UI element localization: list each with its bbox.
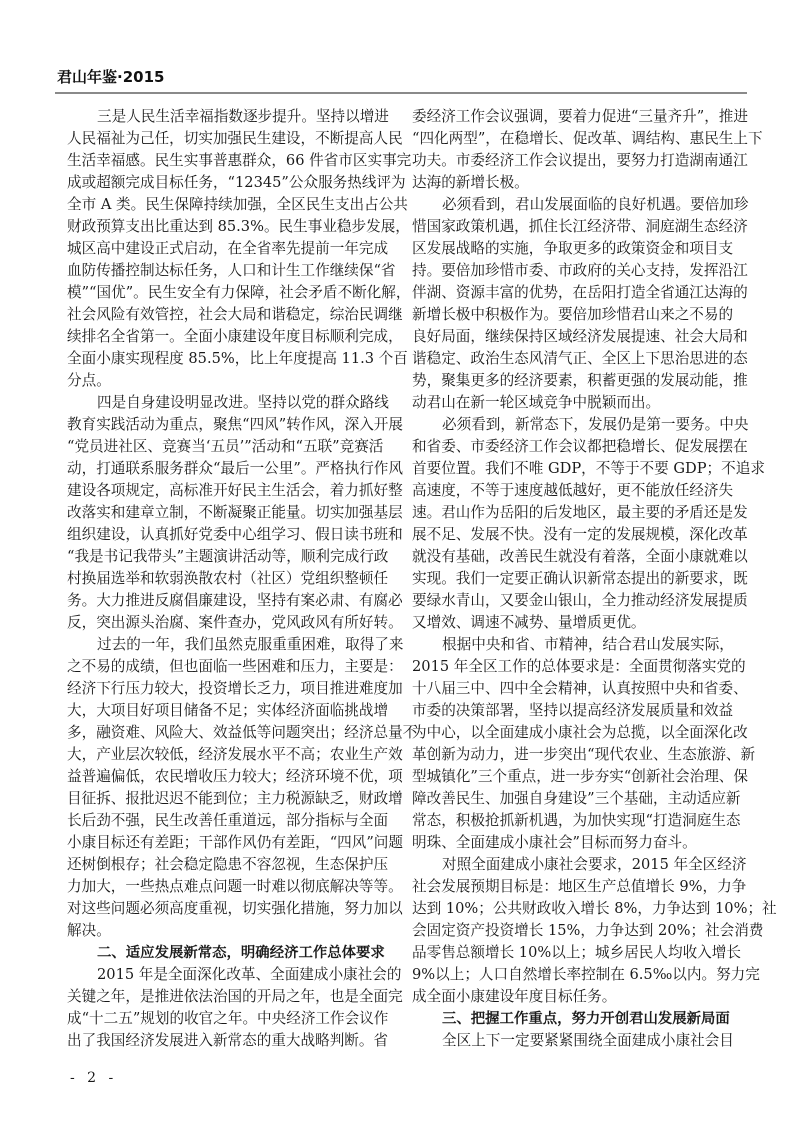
text-line: 展不足、发展不快。没有一定的发展规模，深化改革 — [412, 526, 748, 543]
text-line: 城区高中建设正式启动，在全省率先提前一年完成 — [67, 240, 389, 257]
running-header: 君山年鉴·2015 — [57, 68, 165, 86]
text-line: 2015 年是全面深化改革、全面建成小康社会的 — [97, 966, 402, 983]
text-line: 必须看到，君山发展面临的良好机遇。要倍加珍 — [442, 196, 749, 213]
text-line: 势，聚集更多的经济要素，积蓄更强的发展动能，推 — [412, 372, 748, 389]
paragraph — [67, 106, 412, 392]
text-line: 村换届选举和软弱涣散农村（社区）党组织整顿任 — [67, 570, 389, 587]
text-line: 必须看到，新常态下，发展仍是第一要务。中央 — [442, 416, 749, 433]
text-line: 关键之年，是推进依法治国的开局之年，也是全面完 — [67, 988, 403, 1005]
paragraph — [67, 634, 418, 942]
text-line: “党员进社区、竞赛当‘五员’”活动和“五联”竞赛活 — [67, 438, 384, 455]
text-line: 2015 年全区工作的总体要求是：全面贯彻落实党的 — [412, 658, 746, 675]
text-line: 功夫。市委经济工作会议提出，要努力打造湖南通江 — [412, 152, 748, 169]
text-line: 要绿水青山，又要金山银山，全力推动经济发展提质 — [412, 592, 748, 609]
text-line: 9%以上；人口自然增长率控制在 6.5‰以内。努力完 — [412, 966, 760, 983]
text-line: 达海的新增长极。 — [412, 174, 529, 191]
text-line: 动，打通联系服务群众“最后一公里”。严格执行作风 — [67, 460, 403, 477]
text-line: 成全面小康建设年度目标任务。 — [412, 988, 617, 1005]
text-line: 血防传播控制达标任务，人口和计生工作继续保“省 — [67, 262, 396, 279]
text-line: 大，产业层次较低，经济发展水平不高；农业生产效 — [67, 746, 403, 763]
left-column — [67, 106, 418, 1052]
text-line: 成或超额完成目标任务，“12345”公众服务热线评为 — [67, 174, 406, 191]
text-line: 建设各项规定，高标准开好民主生活会，着力抓好整 — [67, 482, 403, 499]
text-line: 首要位置。我们不唯 GDP，不等于不要 GDP；不追求 — [412, 460, 765, 477]
text-line: 会固定资产投资增长 15%，力争达到 20%；社会消费 — [412, 922, 764, 939]
paragraph — [412, 1030, 734, 1052]
paragraph — [412, 194, 749, 414]
paragraph — [67, 392, 403, 634]
text-line: 之不易的成绩，但也面临一些困难和压力，主要是： — [67, 658, 403, 675]
header-rule — [55, 92, 747, 94]
text-line: 高速度，不等于速度越低越好，更不能放任经济失 — [412, 482, 734, 499]
text-line: 益普遍偏低，农民增收压力较大；经济环境不优，项 — [67, 768, 403, 785]
text-line: 改落实和建章立制，不断凝聚正能量。切实加强基层 — [67, 504, 403, 521]
text-line: 良好局面，继续保持区域经济发展提速、社会大局和 — [412, 328, 748, 345]
text-line: 还树倒根存；社会稳定隐患不容忽视，生态保护压 — [67, 856, 389, 873]
text-line: 组织建设，认真抓好党委中心组学习、假日读书班和 — [67, 526, 403, 543]
text-line: 型城镇化”三个重点，进一步夯实“创新社会治理、保 — [412, 768, 748, 785]
paragraph — [412, 854, 777, 1008]
text-line: “我是书记我带头”主题演讲活动等，顺利完成行政 — [67, 548, 389, 565]
text-line: 新增长极中积极作为。要倍加珍惜君山来之不易的 — [412, 306, 734, 323]
text-line: 长后劲不强，民生改善任重道远，部分指标与全面 — [67, 812, 389, 829]
text-line: 根据中央和省、市精神，结合君山发展实际， — [442, 636, 734, 653]
text-line: 解决。 — [67, 922, 111, 939]
text-line: 对这些问题必须高度重视，切实强化措施，努力加以 — [67, 900, 403, 917]
text-line: 明珠、全面建成小康社会”目标而努力奋斗。 — [412, 834, 697, 851]
text-line: 就没有基础，改善民生就没有着落，全面小康就难以 — [412, 548, 748, 565]
text-line: 速。君山作为岳阳的后发地区，最主要的矛盾还是发 — [412, 504, 748, 521]
text-line: 经济下行压力较大，投资增长乏力，项目推进难度加 — [67, 680, 403, 697]
text-line: 生活幸福感。民生实事普惠群众，66 件省市区实事完 — [67, 152, 412, 169]
text-line: 反，突出源头治腐、案件查办，党风政风有所好转。 — [67, 614, 403, 631]
text-line: 全面小康实现程度 85.5%，比上年度提高 11.3 个百 — [67, 350, 408, 367]
heading-text: 二、适应发展新常态，明确经济工作总体要求 — [97, 945, 385, 961]
text-line: 续排名全省第一。全面小康建设年度目标顺利完成， — [67, 328, 403, 345]
text-line: “四化两型”，在稳增长、促改革、调结构、惠民生上下 — [412, 130, 763, 147]
text-line: 伴湖、资源丰富的优势，在岳阳打造全省通江达海的 — [412, 284, 748, 301]
text-line: 出了我国经济发展进入新常态的重大战略判断。省 — [67, 1032, 389, 1049]
text-line: 常态，积极抢抓新机遇，为加快实现“打造洞庭生态 — [412, 812, 741, 829]
text-line: 分点。 — [67, 372, 111, 389]
text-line: 社会风险有效管控，社会大局和谐稳定，综治民调继 — [67, 306, 403, 323]
text-line: 力加大，一些热点难点问题一时难以彻底解决等等。 — [67, 878, 403, 895]
text-line: 小康目标还有差距；干部作风仍有差距，“四风”问题 — [67, 834, 403, 851]
text-line: 过去的一年，我们虽然克服重重困难，取得了来 — [97, 636, 404, 653]
paragraph — [67, 964, 403, 1052]
section-heading — [67, 942, 383, 964]
text-line: 对照全面建成小康社会要求，2015 年全区经济 — [442, 856, 747, 873]
text-line: 为中心，以全面建成小康社会为总揽，以全面深化改 — [412, 724, 748, 741]
text-line: 多，融资难、风险大、效益低等问题突出；经济总量不 — [67, 724, 418, 741]
text-line: 大，大项目好项目储备不足；实体经济面临挑战增 — [67, 702, 389, 719]
text-line: 品零售总额增长 10%以上；城乡居民人均收入增长 — [412, 944, 741, 961]
text-line: 十八届三中、四中全会精神，认真按照中央和省委、 — [412, 680, 748, 697]
text-line: 模”“国优”。民生安全有力保障，社会矛盾不断化解， — [67, 284, 411, 301]
text-line: 务。大力推进反腐倡廉建设，坚持有案必肃、有腐必 — [67, 592, 403, 609]
text-line: 教育实践活动为重点，聚焦“四风”转作风，深入开展 — [67, 416, 403, 433]
text-line: 惜国家政策机遇，抓住长江经济带、洞庭湖生态经济 — [412, 218, 748, 235]
text-line: 成“十二五”规划的收官之年。中央经济工作会议作 — [67, 1010, 389, 1027]
text-line: 四是自身建设明显改进。坚持以党的群众路线 — [97, 394, 389, 411]
paragraph — [412, 634, 756, 854]
text-line: 三是人民生活幸福指数逐步提升。坚持以增进 — [97, 108, 389, 125]
text-line: 财政预算支出比重达到 85.3%。民生事业稳步发展， — [67, 218, 410, 235]
paragraph — [412, 414, 765, 634]
text-line: 革创新为动力，进一步突出“现代农业、生态旅游、新 — [412, 746, 756, 763]
text-line: 实现。我们一定要正确认识新常态提出的新要求，既 — [412, 570, 748, 587]
heading-text: 三、把握工作重点，努力开创君山发展新局面 — [442, 1011, 730, 1027]
text-line: 市委的决策部署，坚持以提高经济发展质量和效益 — [412, 702, 734, 719]
text-line: 全市 A 类。民生保障持续加强，全区民生支出占公共 — [67, 196, 408, 213]
text-line: 谐稳定、政治生态风清气正、全区上下思治思进的态 — [412, 350, 748, 367]
text-line: 和省委、市委经济工作会议都把稳增长、促发展摆在 — [412, 438, 748, 455]
text-line: 目征拆、报批迟迟不能到位；主力税源缺乏，财政增 — [67, 790, 403, 807]
text-line: 全区上下一定要紧紧围绕全面建成小康社会目 — [442, 1032, 734, 1049]
section-heading — [412, 1008, 728, 1030]
text-line: 动君山在新一轮区域竞争中脱颖而出。 — [412, 394, 661, 411]
text-line: 达到 10%；公共财政收入增长 8%，力争达到 10%；社 — [412, 900, 777, 917]
text-line: 社会发展预期目标是：地区生产总值增长 9%，力争 — [412, 878, 747, 895]
right-column — [412, 106, 777, 1052]
paragraph — [412, 106, 763, 194]
text-line: 区发展战略的实施，争取更多的政策资金和项目支 — [412, 240, 734, 257]
text-line: 持。要倍加珍惜市委、市政府的关心支持，发挥沿江 — [412, 262, 748, 279]
page-number: - 2 - — [70, 1070, 118, 1086]
text-line: 委经济工作会议强调，要着力促进“三量齐升”，推进 — [412, 108, 748, 125]
text-line: 障改善民生、加强自身建设”三个基础，主动适应新 — [412, 790, 741, 807]
text-line: 又增效、调速不减势、量增质更优。 — [412, 614, 646, 631]
text-line: 人民福祉为己任，切实加强民生建设，不断提高人民 — [67, 130, 403, 147]
